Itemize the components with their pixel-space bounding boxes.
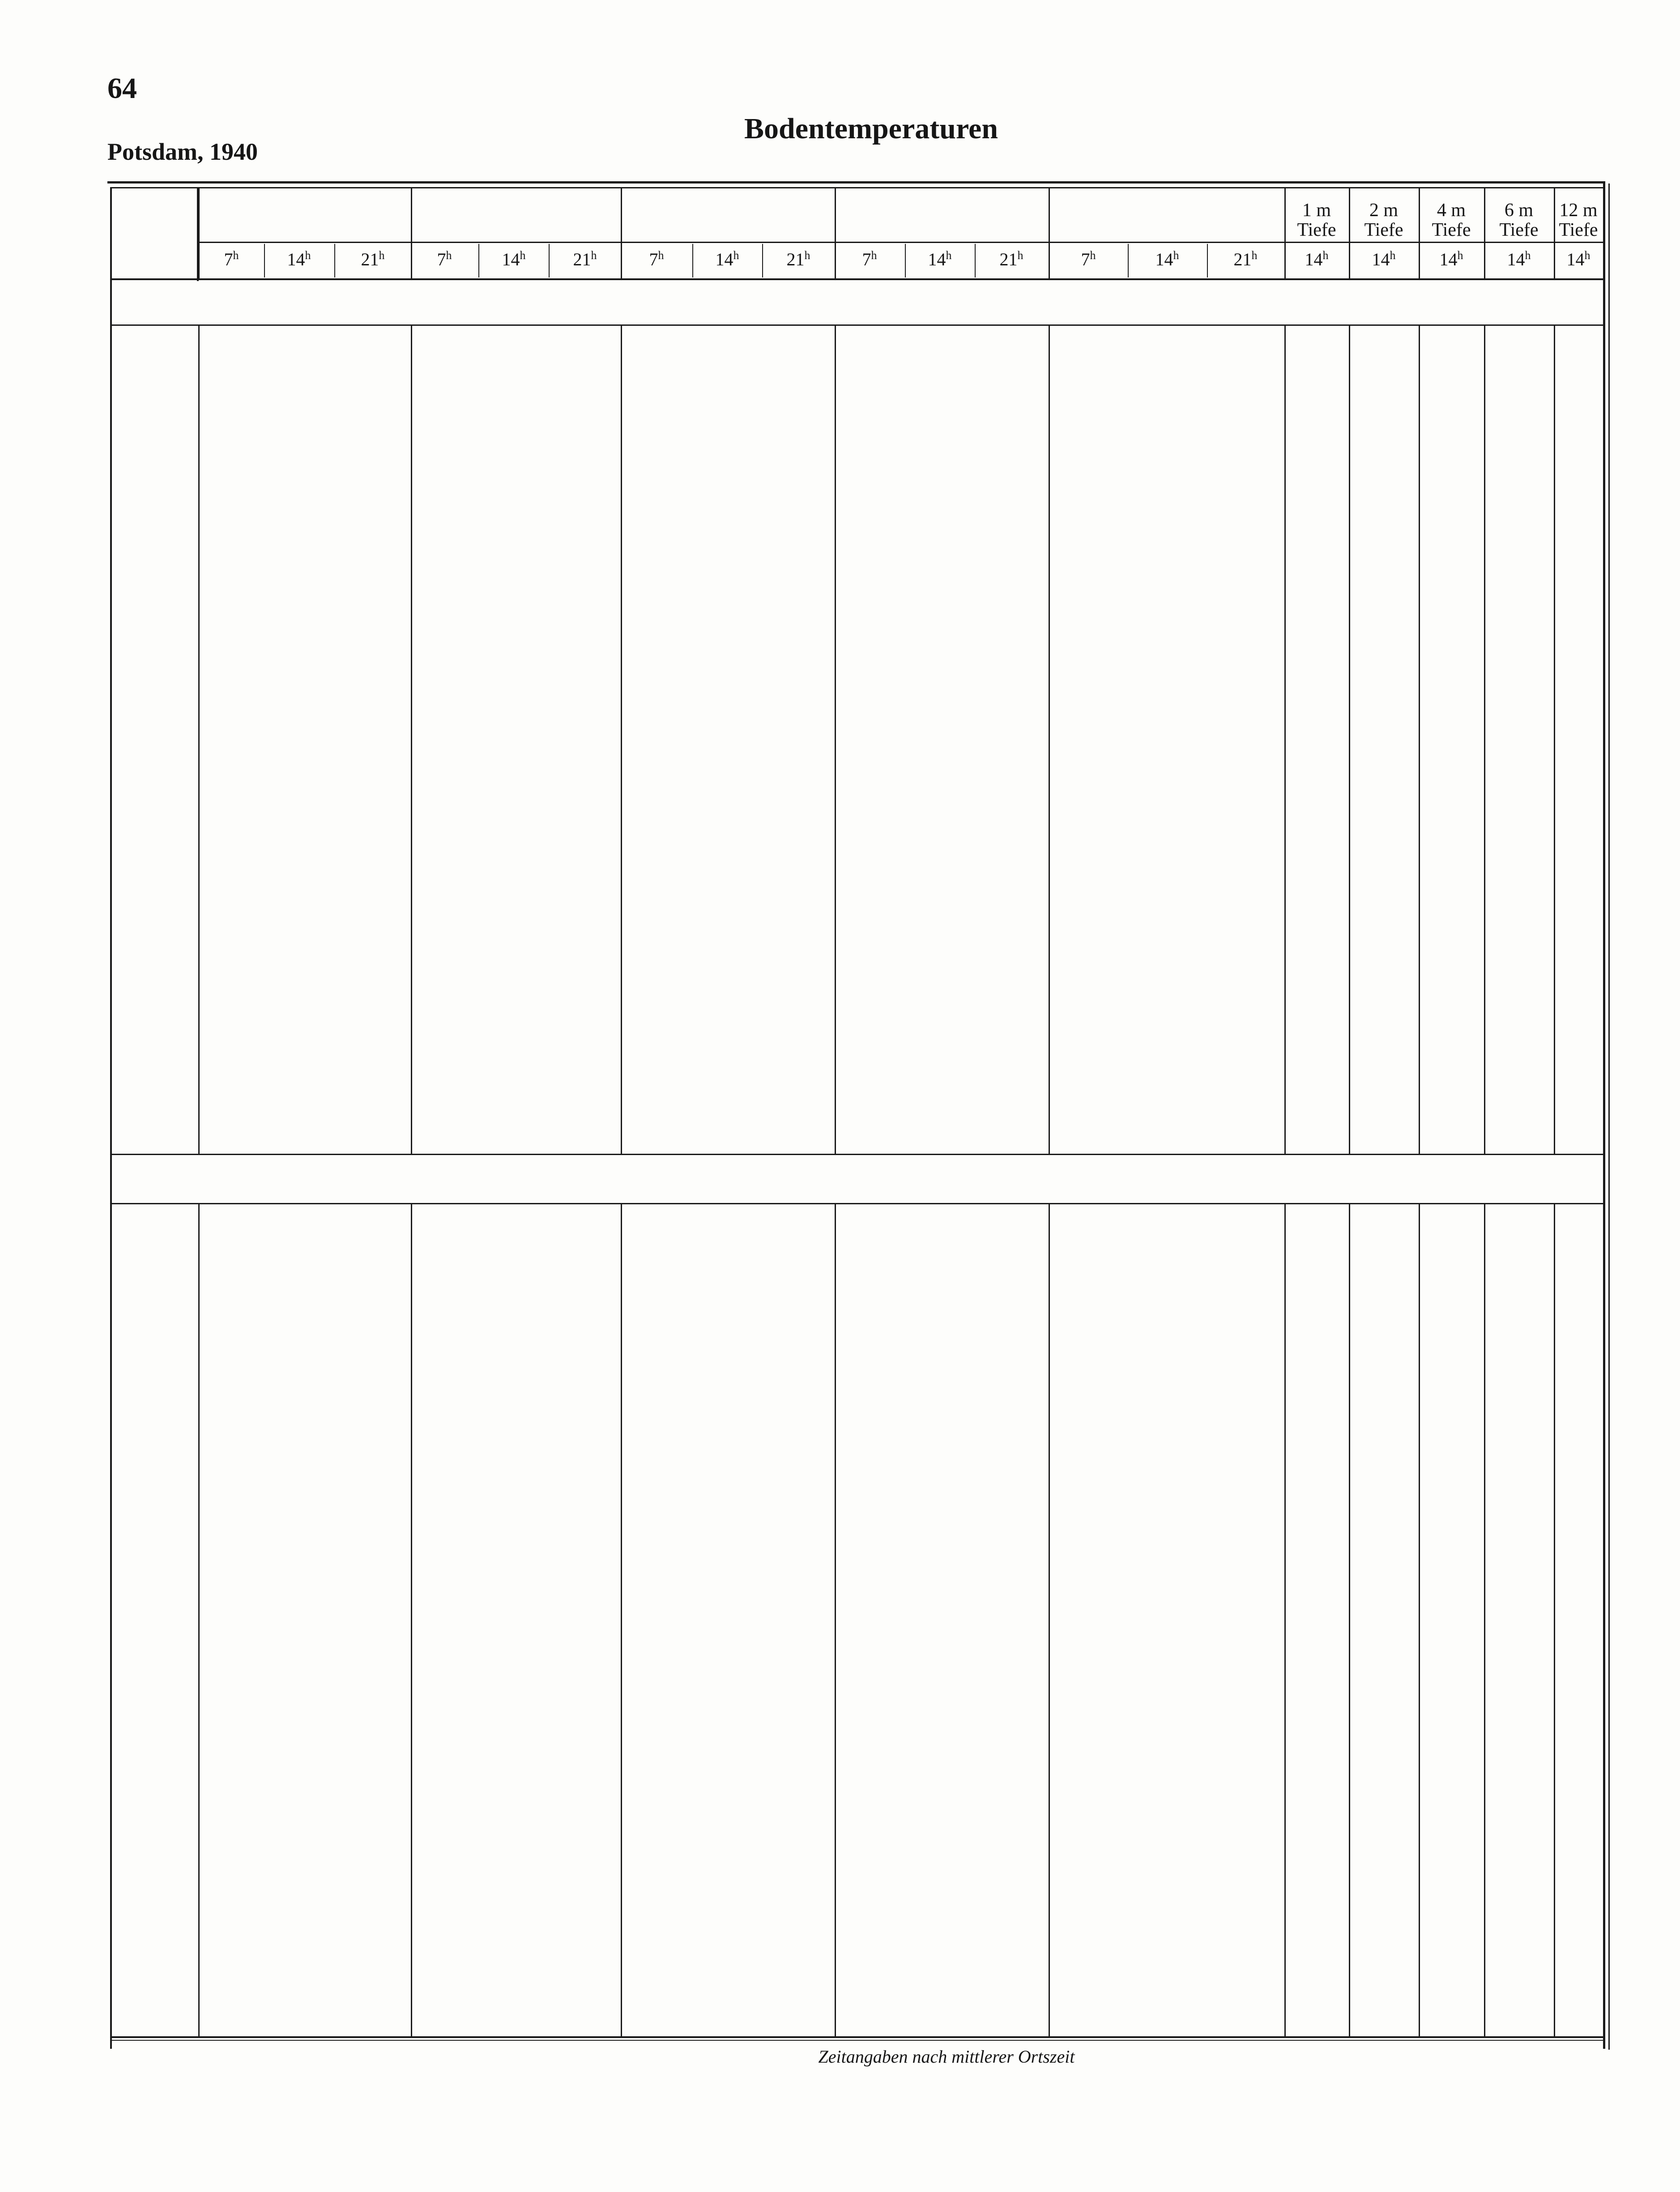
table-right-border-outer xyxy=(1608,183,1610,2050)
hour-divider-2 xyxy=(478,244,479,277)
header-sub-rule xyxy=(198,242,1603,243)
group-divider-7-2 xyxy=(1419,1203,1420,2036)
group-divider-0-1 xyxy=(198,324,200,1154)
hour-header-9: 21$^h$ xyxy=(786,249,810,269)
group-header-6: 1 m Tiefe xyxy=(1297,200,1336,241)
hour-header-2: 14$^h$ xyxy=(287,249,311,269)
group-divider-4-2 xyxy=(1049,1203,1050,2036)
page-title: Bodentemperaturen xyxy=(744,112,998,145)
group-divider-1-0 xyxy=(411,187,412,280)
hour-header-6: 21$^h$ xyxy=(573,249,597,269)
group-divider-6-1 xyxy=(1349,324,1350,1154)
hour-header-16: 14$^h$ xyxy=(1305,249,1329,269)
hour-header-7: 7$^h$ xyxy=(649,249,664,269)
group-divider-5-2 xyxy=(1284,1203,1286,2036)
sept-section-rule xyxy=(112,324,1604,326)
hour-header-13: 7$^h$ xyxy=(1081,249,1096,269)
hour-divider-7 xyxy=(975,244,976,277)
group-divider-1-1 xyxy=(411,324,412,1154)
group-header-9: 6 m Tiefe xyxy=(1499,200,1539,241)
hour-divider-4 xyxy=(692,244,693,277)
oct-top-rule xyxy=(112,1154,1604,1155)
group-divider-9-1 xyxy=(1554,324,1555,1154)
footnote-rule xyxy=(112,2040,1604,2041)
table-right-border xyxy=(1603,181,1605,2049)
table-bottom-border xyxy=(110,2036,1605,2038)
hour-header-11: 14$^h$ xyxy=(928,249,952,269)
group-divider-4-1 xyxy=(1049,324,1050,1154)
hour-header-20: 14$^h$ xyxy=(1566,249,1590,269)
page-number: 64 xyxy=(107,72,137,105)
group-divider-1-2 xyxy=(411,1203,412,2036)
group-divider-2-1 xyxy=(621,324,622,1154)
group-divider-0-0 xyxy=(198,187,200,280)
hour-header-8: 14$^h$ xyxy=(715,249,739,269)
hour-header-18: 14$^h$ xyxy=(1439,249,1463,269)
group-divider-3-2 xyxy=(835,1203,836,2036)
hour-divider-6 xyxy=(905,244,906,277)
group-divider-3-0 xyxy=(835,187,836,280)
hour-header-12: 21$^h$ xyxy=(999,249,1023,269)
group-header-7: 2 m Tiefe xyxy=(1364,200,1403,241)
hour-header-4: 7$^h$ xyxy=(437,249,452,269)
hour-divider-0 xyxy=(264,244,265,277)
footnote: Zeitangaben nach mittlerer Ortszeit xyxy=(818,2047,1075,2067)
group-divider-4-0 xyxy=(1049,187,1050,280)
group-divider-9-2 xyxy=(1554,1203,1555,2036)
hour-divider-5 xyxy=(762,244,763,277)
group-header-8: 4 m Tiefe xyxy=(1432,200,1471,241)
table-top-border-inner xyxy=(112,187,1604,188)
hour-divider-1 xyxy=(334,244,335,277)
table-top-border xyxy=(107,181,1604,183)
hour-header-19: 14$^h$ xyxy=(1507,249,1531,269)
group-divider-8-1 xyxy=(1484,324,1485,1154)
group-divider-8-2 xyxy=(1484,1203,1485,2036)
header-bottom-rule xyxy=(112,278,1604,280)
group-divider-2-0 xyxy=(621,187,622,280)
group-divider-0-2 xyxy=(198,1203,200,2036)
hour-header-15: 21$^h$ xyxy=(1233,249,1258,269)
hour-header-1: 7$^h$ xyxy=(224,249,239,269)
hour-divider-9 xyxy=(1207,244,1208,277)
group-divider-7-1 xyxy=(1419,324,1420,1154)
hour-divider-3 xyxy=(549,244,550,277)
hour-header-10: 7$^h$ xyxy=(862,249,877,269)
hour-divider-8 xyxy=(1128,244,1129,277)
station-and-year: Potsdam, 1940 xyxy=(107,138,258,165)
group-divider-6-2 xyxy=(1349,1203,1350,2036)
hour-header-17: 14$^h$ xyxy=(1372,249,1396,269)
group-divider-3-1 xyxy=(835,324,836,1154)
oct-section-rule xyxy=(112,1203,1604,1204)
table-left-border xyxy=(110,187,112,2049)
group-divider-5-1 xyxy=(1284,324,1286,1154)
group-divider-2-2 xyxy=(621,1203,622,2036)
group-header-10: 12 m Tiefe xyxy=(1559,200,1598,241)
hour-header-3: 21$^h$ xyxy=(361,249,385,269)
hour-header-5: 14$^h$ xyxy=(502,249,526,269)
hour-header-14: 14$^h$ xyxy=(1155,249,1179,269)
